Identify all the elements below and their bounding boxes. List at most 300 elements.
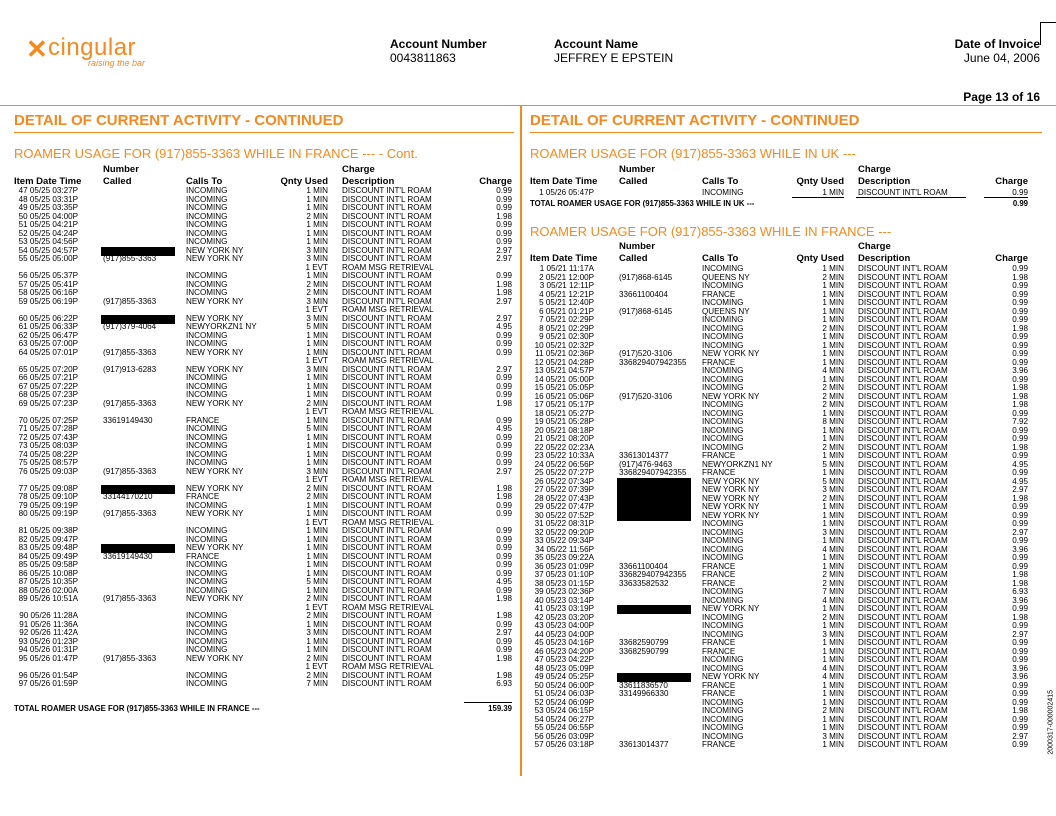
row-charge: 0.99 (496, 500, 512, 510)
table-row (14, 213, 514, 222)
row-item-date-time: 49 05/24 05:25P (534, 672, 594, 681)
row-description: DISCOUNT INT'L ROAM (342, 390, 432, 399)
row-qnty-used: 1 MIN (822, 315, 844, 324)
row-description: DISCOUNT INT'L ROAM (858, 434, 948, 443)
row-calls-to: INCOMING (186, 449, 228, 459)
row-charge: 0.99 (1012, 187, 1028, 197)
row-charge: 0.99 (1012, 740, 1028, 749)
table-row (14, 230, 514, 239)
table-row (14, 340, 514, 349)
row-description: DISCOUNT INT'L ROAM (858, 289, 948, 299)
row-charge: 2.97 (496, 364, 512, 374)
row-qnty-used: 1 EVT (305, 517, 328, 527)
row-description: DISCOUNT INT'L ROAM (858, 527, 948, 537)
row-calls-to: INCOMING (186, 203, 228, 212)
row-qnty-used: 1 MIN (306, 194, 328, 204)
row-qnty-used: 8 MIN (822, 417, 844, 426)
row-description: DISCOUNT INT'L ROAM (342, 458, 432, 467)
row-description: DISCOUNT INT'L ROAM (342, 679, 432, 688)
table-row (530, 274, 1030, 283)
row-item-date-time: 81 05/25 09:38P (18, 526, 78, 535)
row-qnty-used: 1 MIN (822, 332, 844, 341)
row-charge: 0.99 (1012, 638, 1028, 647)
left-total-label: TOTAL ROAMER USAGE FOR (917)855-3363 WHILE IN FRANCE --- (14, 704, 260, 713)
row-qnty-used: 2 MIN (306, 611, 328, 620)
table-row (530, 376, 1030, 385)
table-row (530, 520, 1030, 529)
row-charge: 0.99 (1012, 646, 1028, 656)
row-description: DISCOUNT INT'L ROAM (342, 313, 432, 323)
row-calls-to: FRANCE (702, 570, 736, 579)
table-row (530, 622, 1030, 631)
right-section-title: DETAIL OF CURRENT ACTIVITY - CONTINUED (530, 112, 860, 129)
row-number-called: (917)855-3363 (103, 254, 157, 263)
table-row (14, 196, 514, 205)
row-description: ROAM MSG RETRIEVAL (342, 517, 434, 527)
row-calls-to: INCOMING (186, 679, 228, 688)
row-calls-to: NEW YORK NY (702, 672, 760, 681)
row-calls-to: FRANCE (186, 551, 220, 561)
row-item-date-time: 56 05/26 03:09P (534, 731, 594, 741)
row-number-called: (917)520-3106 (619, 349, 673, 358)
row-item-date-time: 54 05/24 06:27P (534, 714, 594, 724)
table-row (530, 741, 1030, 750)
row-item-date-time: 72 05/25 07:43P (18, 432, 78, 442)
row-description: DISCOUNT INT'L ROAM (342, 526, 432, 535)
row-item-date-time: 86 05/25 10:08P (18, 568, 78, 578)
row-calls-to: FRANCE (702, 451, 736, 460)
table-row (14, 383, 514, 392)
row-item-date-time: 54 05/25 04:57P (18, 245, 78, 255)
table-row (14, 468, 514, 477)
row-calls-to: INCOMING (702, 723, 744, 732)
row-qnty-used: 3 MIN (822, 485, 844, 494)
table-row (14, 323, 514, 332)
row-qnty-used: 1 MIN (306, 568, 328, 578)
row-description: DISCOUNT INT'L ROAM (858, 536, 948, 545)
row-description: DISCOUNT INT'L ROAM (858, 272, 948, 282)
row-calls-to: FRANCE (702, 740, 736, 749)
row-qnty-used: 2 MIN (822, 272, 844, 282)
table-row (14, 272, 514, 281)
row-calls-to: INCOMING (186, 585, 228, 595)
row-item-date-time: 6 05/21 01:21P (539, 306, 594, 316)
row-description: DISCOUNT INT'L ROAM (342, 186, 432, 195)
row-calls-to: INCOMING (702, 340, 744, 350)
table-row (14, 264, 514, 273)
row-item-date-time: 91 05/26 11:36A (19, 619, 78, 629)
row-item-date-time: 41 05/23 03:19P (534, 604, 594, 613)
table-row (530, 656, 1030, 665)
row-qnty-used: 2 MIN (306, 288, 328, 297)
row-qnty-used: 2 MIN (306, 492, 328, 501)
row-item-date-time: 82 05/25 09:47P (18, 534, 78, 544)
row-number-called: 33682590799 (619, 638, 669, 647)
row-description: DISCOUNT INT'L ROAM (342, 296, 432, 306)
row-qnty-used: 1 MIN (822, 434, 844, 443)
row-description: DISCOUNT INT'L ROAM (342, 194, 432, 204)
uk-col-item-date-time: Item Date Time (530, 176, 598, 187)
row-calls-to: INCOMING (186, 228, 228, 238)
row-qnty-used: 3 MIN (306, 296, 328, 306)
row-item-date-time: 16 05/21 05:06P (534, 391, 594, 401)
row-item-date-time: 51 05/24 06:03P (534, 689, 594, 698)
table-row (530, 367, 1030, 376)
uk-total-label: TOTAL ROAMER USAGE FOR (917)855-3363 WHILE IN UK --- (530, 199, 755, 208)
row-item-date-time: 57 05/25 05:41P (18, 279, 78, 289)
row-qnty-used: 1 MIN (822, 187, 844, 197)
row-calls-to: INCOMING (186, 271, 228, 280)
row-charge: 1.98 (496, 653, 512, 663)
table-row (530, 333, 1030, 342)
table-row (530, 350, 1030, 359)
row-qnty-used: 7 MIN (306, 679, 328, 688)
table-row (530, 486, 1030, 495)
table-row (530, 444, 1030, 453)
row-charge: 1.98 (496, 670, 512, 680)
row-calls-to: QUEENS NY (702, 306, 750, 316)
row-item-date-time: 42 05/23 03:20P (534, 612, 594, 622)
row-item-date-time: 68 05/25 07:23P (18, 390, 78, 399)
row-description: DISCOUNT INT'L ROAM (858, 459, 948, 469)
row-number-called: (917)855-3363 (103, 466, 157, 476)
row-item-date-time: 74 05/25 08:22P (18, 449, 78, 459)
row-number-called: (917)868-6145 (619, 306, 673, 316)
table-row (14, 425, 514, 434)
row-description: DISCOUNT INT'L ROAM (858, 621, 948, 630)
row-number-called: 33144170210 (103, 492, 153, 501)
row-calls-to: FRANCE (186, 492, 220, 501)
row-qnty-used: 1 MIN (306, 347, 328, 357)
row-number-called: 33149966330 (619, 689, 669, 698)
row-qnty-used: 5 MIN (306, 577, 328, 586)
row-charge: 1.98 (496, 483, 512, 493)
row-item-date-time: 63 05/25 07:00P (18, 339, 78, 348)
row-charge: 0.99 (496, 560, 512, 569)
row-description: DISCOUNT INT'L ROAM (342, 373, 432, 382)
row-item-date-time: 50 05/24 06:00P (534, 680, 594, 690)
row-charge: 0.99 (1012, 374, 1028, 384)
row-calls-to: NEW YORK NY (186, 483, 244, 493)
row-qnty-used: 1 MIN (822, 638, 844, 647)
row-qnty-used: 3 MIN (306, 364, 328, 374)
row-calls-to: NEW YORK NY (186, 594, 244, 603)
row-charge: 0.99 (1012, 340, 1028, 350)
table-row (530, 733, 1030, 742)
row-qnty-used: 1 MIN (306, 271, 328, 280)
table-row (530, 308, 1030, 317)
row-description: DISCOUNT INT'L ROAM (858, 187, 948, 197)
row-item-date-time: 49 05/25 03:35P (18, 203, 78, 212)
left-section-rule (14, 132, 514, 133)
left-subtitle: ROAMER USAGE FOR (917)855-3363 WHILE IN FRANCE --- - Cont. (14, 146, 418, 161)
row-description: DISCOUNT INT'L ROAM (858, 731, 948, 741)
table-row (530, 716, 1030, 725)
row-qnty-used: 1 MIN (306, 645, 328, 654)
left-col-calls-to: Calls To (186, 176, 223, 187)
row-charge: 0.99 (1012, 519, 1028, 528)
row-calls-to: INCOMING (702, 655, 744, 664)
row-description: DISCOUNT INT'L ROAM (342, 636, 432, 646)
row-item-date-time: 58 05/25 06:16P (18, 288, 78, 297)
table-row (530, 631, 1030, 640)
row-calls-to: NEW YORK NY (186, 296, 244, 306)
row-qnty-used: 1 MIN (306, 458, 328, 467)
row-charge: 0.99 (496, 330, 512, 340)
table-row (530, 452, 1030, 461)
table-row (530, 435, 1030, 444)
row-calls-to: FRANCE (702, 468, 736, 477)
row-item-date-time: 65 05/25 07:20P (18, 364, 78, 374)
row-description: DISCOUNT INT'L ROAM (342, 364, 432, 374)
table-row (14, 187, 514, 196)
table-row (530, 724, 1030, 733)
header-divider (0, 105, 1056, 106)
row-item-date-time: 36 05/23 01:09P (534, 561, 594, 571)
row-calls-to: NEW YORK NY (186, 245, 244, 255)
uk-col-qnty-used: Qnty Used (796, 176, 844, 187)
row-item-date-time: 94 05/26 01:31P (18, 645, 78, 654)
row-calls-to: NEW YORK NY (186, 254, 244, 263)
row-calls-to: INCOMING (186, 390, 228, 399)
row-calls-to: INCOMING (702, 425, 744, 435)
row-calls-to: FRANCE (702, 561, 736, 571)
row-calls-to: INCOMING (702, 621, 744, 630)
row-item-date-time: 43 05/23 04:00P (534, 621, 594, 630)
row-description: DISCOUNT INT'L ROAM (858, 587, 948, 596)
row-number-called: 33661100404 (619, 289, 668, 299)
row-charge: 0.99 (1012, 604, 1028, 613)
row-charge: 0.99 (1012, 425, 1028, 435)
row-charge: 2.97 (1012, 731, 1028, 741)
row-calls-to: INCOMING (702, 332, 744, 341)
row-calls-to: NEW YORK NY (702, 502, 760, 511)
row-description: DISCOUNT INT'L ROAM (342, 466, 432, 476)
row-charge: 0.99 (1012, 281, 1028, 290)
row-description: DISCOUNT INT'L ROAM (858, 723, 948, 732)
row-charge: 6.93 (496, 679, 512, 688)
row-calls-to: INCOMING (702, 731, 744, 741)
row-description: DISCOUNT INT'L ROAM (342, 330, 432, 340)
row-charge: 0.99 (1012, 289, 1028, 299)
row-item-date-time: 7 05/21 02:29P (539, 315, 594, 324)
row-item-date-time: 95 05/26 01:47P (18, 653, 78, 663)
row-item-date-time: 30 05/22 07:52P (534, 510, 594, 520)
row-item-date-time: 66 05/25 07:21P (18, 373, 78, 382)
table-row (14, 374, 514, 383)
row-description: DISCOUNT INT'L ROAM (342, 220, 432, 229)
table-row (530, 461, 1030, 470)
row-description: DISCOUNT INT'L ROAM (858, 519, 948, 528)
row-item-date-time: 18 05/21 05:27P (534, 408, 594, 418)
row-qnty-used: 1 EVT (305, 662, 328, 671)
row-calls-to: INCOMING (186, 568, 228, 578)
row-description: DISCOUNT INT'L ROAM (342, 670, 432, 680)
row-charge: 2.97 (1012, 527, 1028, 537)
table-row (530, 495, 1030, 504)
table-row (530, 605, 1030, 614)
row-item-date-time: 22 05/22 02:23A (534, 442, 594, 452)
row-item-date-time: 64 05/25 07:01P (18, 347, 78, 357)
row-item-date-time: 33 05/22 09:34P (534, 536, 594, 545)
row-charge: 0.99 (1012, 264, 1028, 273)
row-calls-to: INCOMING (186, 279, 228, 289)
row-item-date-time: 8 05/21 02:29P (539, 323, 594, 333)
row-qnty-used: 2 MIN (822, 578, 844, 588)
right-uk-subtitle: ROAMER USAGE FOR (917)855-3363 WHILE IN UK --- (530, 146, 856, 161)
uk-col-charge: Charge (995, 176, 1028, 187)
row-charge: 1.98 (1012, 272, 1028, 282)
row-item-date-time: 52 05/25 04:24P (18, 228, 78, 238)
logo-wordmark: cingular (48, 34, 137, 61)
row-description: DISCOUNT INT'L ROAM (858, 672, 948, 681)
left-total-rule (464, 702, 512, 703)
row-item-date-time: 48 05/25 03:31P (18, 194, 78, 204)
row-charge: 0.99 (496, 526, 512, 535)
row-calls-to: FRANCE (702, 638, 736, 647)
row-charge: 3.96 (1012, 672, 1028, 681)
row-item-date-time: 60 05/25 06:22P (18, 313, 78, 323)
row-item-date-time: 2 05/21 12:00P (539, 272, 594, 282)
row-charge: 3.96 (1012, 595, 1028, 605)
row-charge: 4.95 (1012, 476, 1028, 486)
row-charge: 1.98 (496, 492, 512, 501)
row-qnty-used: 1 MIN (822, 357, 844, 367)
row-item-date-time: 52 05/24 06:09P (534, 697, 594, 707)
row-description: DISCOUNT INT'L ROAM (858, 442, 948, 452)
row-qnty-used: 2 MIN (822, 570, 844, 579)
row-qnty-used: 1 MIN (822, 502, 844, 511)
row-item-date-time: 25 05/22 07:27P (534, 468, 594, 477)
row-description: DISCOUNT INT'L ROAM (858, 595, 948, 605)
table-row (14, 459, 514, 468)
row-charge: 0.99 (496, 186, 512, 195)
table-row (14, 561, 514, 570)
row-number-called: (917)855-3363 (103, 296, 157, 306)
row-item-date-time: 32 05/22 09:20P (534, 527, 594, 537)
row-calls-to: FRANCE (702, 689, 736, 698)
table-row (14, 417, 514, 426)
row-qnty-used: 2 MIN (306, 653, 328, 663)
row-description: DISCOUNT INT'L ROAM (342, 203, 432, 212)
row-qnty-used: 1 MIN (306, 203, 328, 212)
row-qnty-used: 2 MIN (822, 400, 844, 409)
account-name: JEFFREY E EPSTEIN (554, 51, 674, 65)
row-qnty-used: 3 MIN (306, 466, 328, 476)
row-qnty-used: 5 MIN (822, 459, 844, 469)
table-row (530, 503, 1030, 512)
row-charge: 2.97 (496, 245, 512, 255)
row-qnty-used: 1 MIN (306, 560, 328, 569)
row-charge: 0.99 (1012, 357, 1028, 367)
row-description: DISCOUNT INT'L ROAM (342, 560, 432, 569)
row-calls-to: INCOMING (186, 441, 228, 450)
row-qnty-used: 2 MIN (306, 670, 328, 680)
row-charge: 7.92 (1012, 417, 1028, 426)
row-number-called: (917)855-3363 (103, 509, 157, 518)
table-row (14, 544, 514, 553)
row-number-called: (917)855-3363 (103, 594, 157, 603)
row-calls-to: NEW YORK NY (186, 543, 244, 552)
row-description: DISCOUNT INT'L ROAM (858, 383, 948, 392)
row-charge: 1.98 (496, 211, 512, 221)
row-qnty-used: 5 MIN (306, 424, 328, 433)
table-row (530, 401, 1030, 410)
row-description: DISCOUNT INT'L ROAM (858, 689, 948, 698)
table-row (14, 629, 514, 638)
table-row (14, 553, 514, 562)
row-item-date-time: 20 05/21 08:18P (534, 425, 594, 435)
row-description: DISCOUNT INT'L ROAM (858, 570, 948, 579)
row-item-date-time: 56 05/25 05:37P (18, 271, 78, 280)
row-charge: 1.98 (1012, 706, 1028, 715)
row-qnty-used: 2 MIN (822, 612, 844, 622)
row-calls-to: NEW YORK NY (186, 313, 244, 323)
table-row (14, 587, 514, 596)
row-qnty-used: 1 MIN (822, 298, 844, 307)
row-number-called: 33619149430 (103, 415, 153, 425)
row-description: DISCOUNT INT'L ROAM (858, 502, 948, 511)
row-description: DISCOUNT INT'L ROAM (858, 714, 948, 724)
table-row (14, 289, 514, 298)
row-charge: 1.98 (1012, 570, 1028, 579)
row-calls-to: INCOMING (186, 339, 228, 348)
table-row (14, 570, 514, 579)
row-calls-to: INCOMING (186, 432, 228, 442)
row-charge: 1.98 (1012, 578, 1028, 588)
row-description: DISCOUNT INT'L ROAM (858, 646, 948, 656)
table-row (530, 580, 1030, 589)
row-calls-to: INCOMING (186, 458, 228, 467)
row-item-date-time: 44 05/23 04:00P (534, 629, 594, 639)
row-description: DISCOUNT INT'L ROAM (858, 408, 948, 418)
row-item-date-time: 70 05/25 07:25P (18, 415, 78, 425)
table-row (530, 189, 1030, 198)
fr-col-called: Called (619, 253, 648, 264)
row-description: DISCOUNT INT'L ROAM (342, 594, 432, 603)
row-calls-to: INCOMING (186, 526, 228, 535)
table-row (530, 563, 1030, 572)
row-number-called: (917)476-9463 (619, 459, 673, 469)
row-calls-to: INCOMING (186, 381, 228, 391)
row-calls-to: INCOMING (186, 288, 228, 297)
row-qnty-used: 1 MIN (822, 697, 844, 707)
table-row (530, 529, 1030, 538)
row-charge: 0.99 (1012, 536, 1028, 545)
row-qnty-used: 1 MIN (822, 621, 844, 630)
row-charge: 0.99 (1012, 332, 1028, 341)
row-charge: 0.99 (1012, 434, 1028, 443)
row-calls-to: INCOMING (186, 534, 228, 544)
row-qnty-used: 1 MIN (306, 432, 328, 442)
table-row (14, 680, 514, 689)
row-description: ROAM MSG RETRIEVAL (342, 475, 434, 484)
row-qnty-used: 1 MIN (306, 500, 328, 510)
row-qnty-used: 1 MIN (822, 561, 844, 571)
row-calls-to: INCOMING (186, 186, 228, 195)
row-description: DISCOUNT INT'L ROAM (342, 381, 432, 391)
row-item-date-time: 27 05/22 07:39P (534, 485, 594, 494)
row-charge: 0.99 (1012, 680, 1028, 690)
table-row (14, 604, 514, 613)
row-charge: 0.99 (496, 271, 512, 280)
uk-col-charge-top: Charge (858, 164, 891, 175)
row-description: DISCOUNT INT'L ROAM (858, 332, 948, 341)
row-charge: 0.99 (1012, 451, 1028, 460)
table-row (530, 427, 1030, 436)
row-item-date-time: 48 05/23 05:09P (534, 663, 594, 673)
row-qnty-used: 1 MIN (306, 543, 328, 552)
